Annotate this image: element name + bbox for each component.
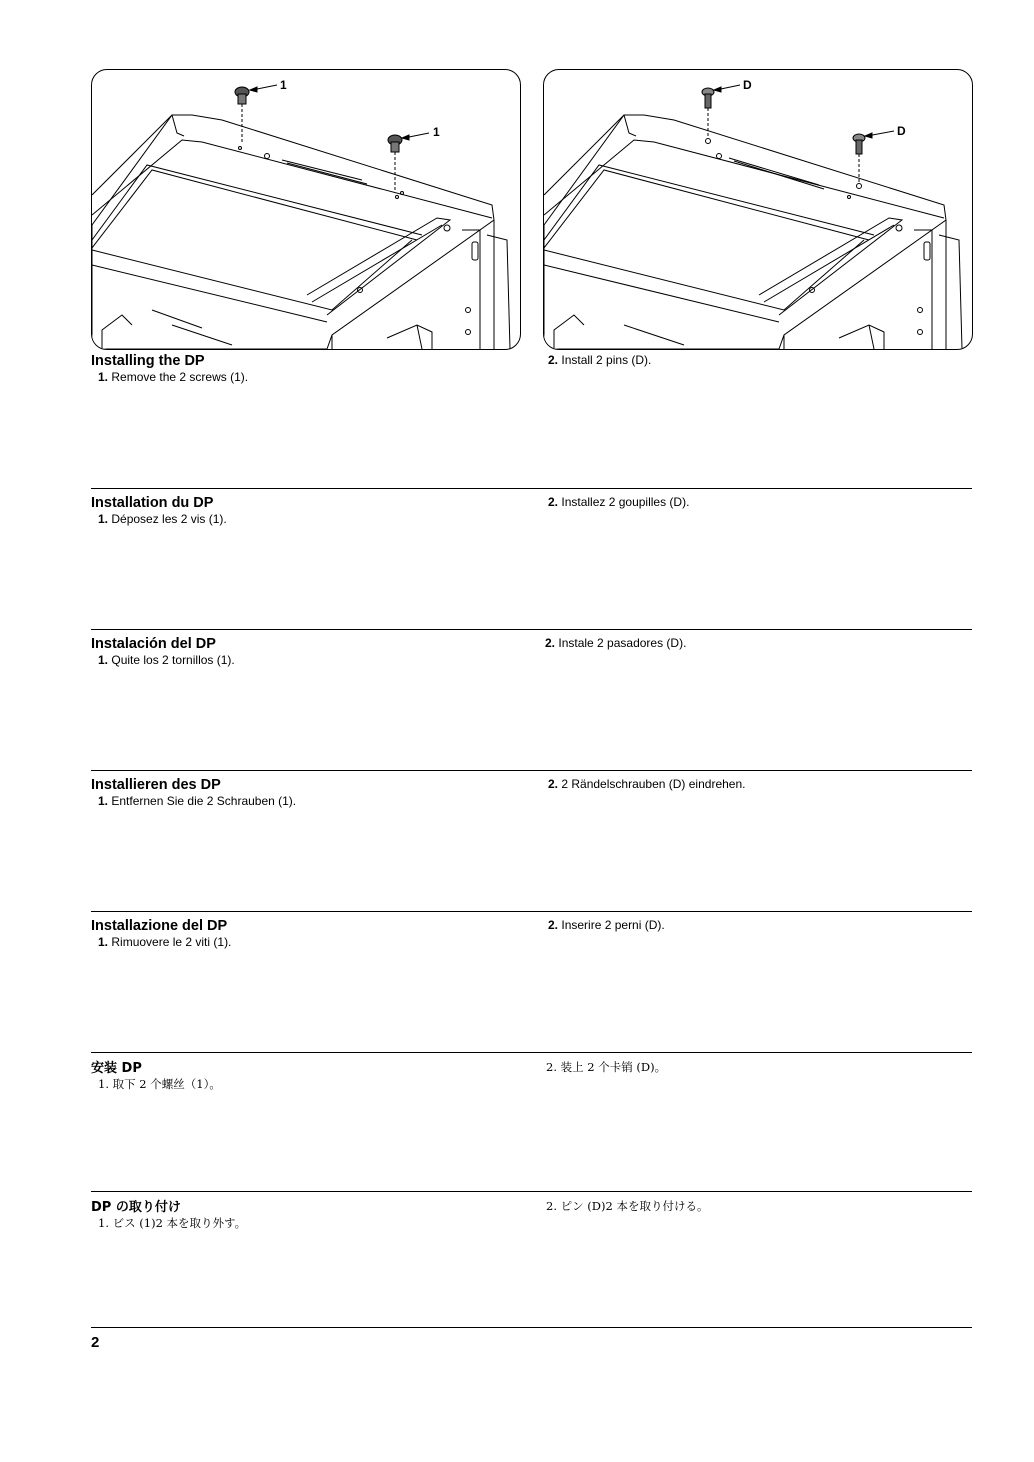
step-2: 2. 2 Rändelschrauben (D) eindrehen.	[548, 777, 746, 791]
printer-top-illustration	[544, 70, 972, 349]
figure-remove-screws	[91, 69, 521, 350]
section-title: DP の取り付け	[91, 1200, 181, 1215]
callout-label: D	[743, 78, 752, 92]
section-title: 安装 DP	[91, 1061, 142, 1076]
step-2: 2. Installez 2 goupilles (D).	[548, 495, 690, 509]
callout-label: 1	[433, 125, 440, 139]
section-title: Installieren des DP	[91, 777, 221, 793]
step-2: 2. Instale 2 pasadores (D).	[545, 636, 687, 650]
step-2: 2. ピン (D)2 本を取り付ける。	[546, 1199, 709, 1213]
step-1: 1. Entfernen Sie die 2 Schrauben (1).	[98, 794, 297, 808]
printer-top-illustration	[92, 70, 520, 349]
figure-install-pins	[543, 69, 973, 350]
step-1: 1. Déposez les 2 vis (1).	[98, 512, 227, 526]
section-divider	[91, 1052, 972, 1053]
section-divider	[91, 488, 972, 489]
step-1: 1. Rimuovere le 2 viti (1).	[98, 935, 232, 949]
section-divider	[91, 770, 972, 771]
step-1: 1. Quite los 2 tornillos (1).	[98, 653, 235, 667]
section-title: Instalación del DP	[91, 636, 216, 652]
section-divider	[91, 629, 972, 630]
section-divider	[91, 1191, 972, 1192]
step-2: 2. Install 2 pins (D).	[548, 353, 652, 367]
footer-divider	[91, 1327, 972, 1328]
step-2: 2. Inserire 2 perni (D).	[548, 918, 665, 932]
step-1: 1. Remove the 2 screws (1).	[98, 370, 249, 384]
callout-label: 1	[280, 78, 287, 92]
callout-label: D	[897, 124, 906, 138]
section-divider	[91, 911, 972, 912]
page-number: 2	[91, 1334, 100, 1351]
step-1: 1. ビス (1)2 本を取り外す。	[98, 1216, 247, 1230]
step-2: 2. 装上 2 个卡销 (D)。	[546, 1060, 667, 1074]
step-1: 1. 取下 2 个螺丝（1）。	[98, 1077, 221, 1091]
section-title: Installing the DP	[91, 353, 205, 369]
section-title: Installation du DP	[91, 495, 214, 511]
section-title: Installazione del DP	[91, 918, 228, 934]
